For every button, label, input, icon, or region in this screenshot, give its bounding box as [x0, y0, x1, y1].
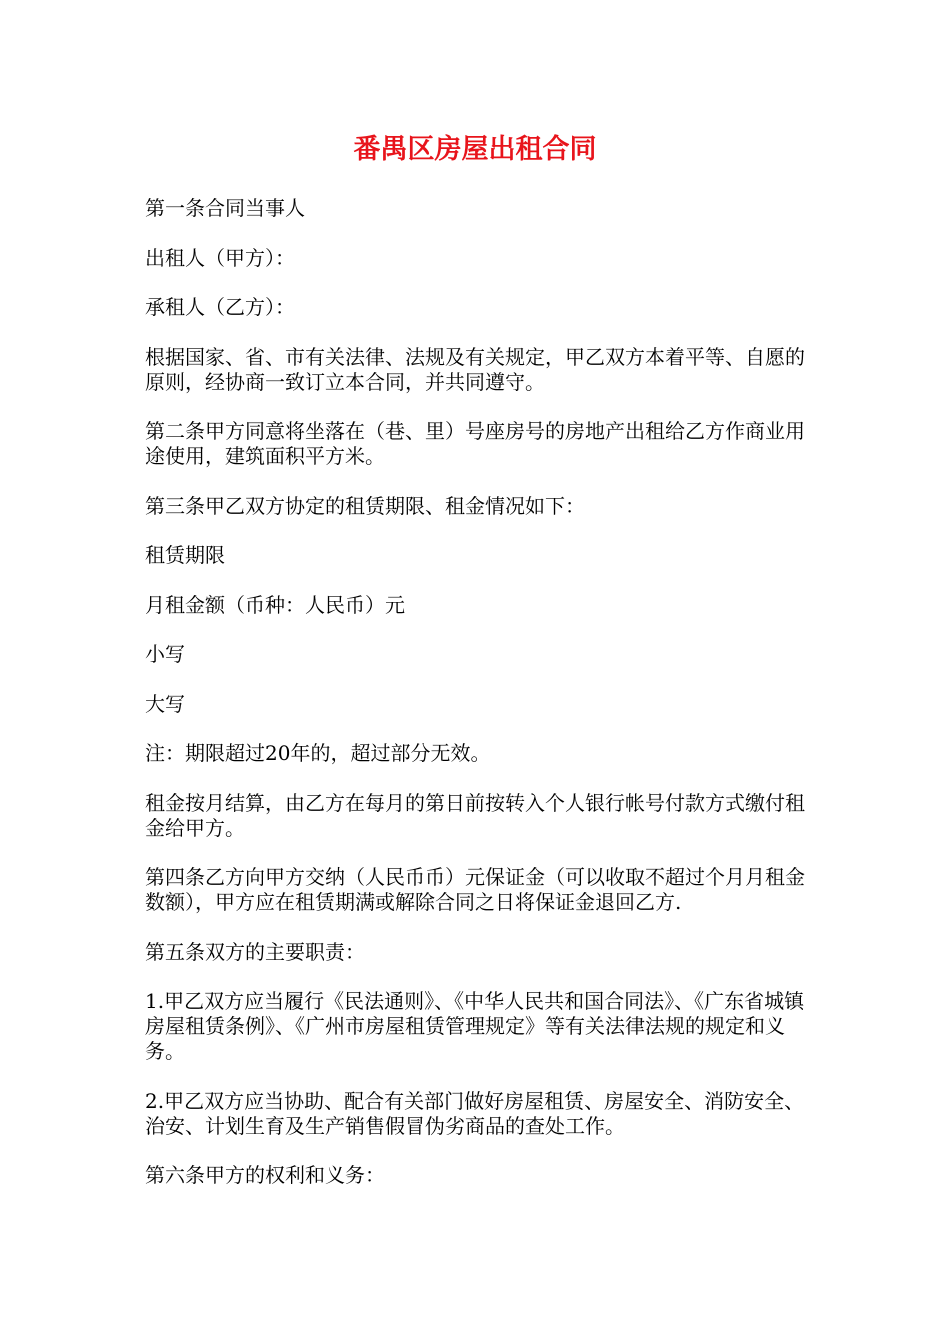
paragraph: 第五条双方的主要职责：	[145, 939, 365, 964]
paragraph: 出租人（甲方）：	[145, 245, 295, 270]
document-body	[145, 196, 810, 1213]
paragraph: 租赁期限	[145, 543, 225, 567]
paragraph: 第二条甲方同意将坐落在（巷、里）号座房号的房地产出租给乙方作商业用途使用，建筑面积平方米。	[145, 419, 805, 468]
paragraph: 承租人（乙方）：	[145, 295, 295, 319]
document-title: 番禺区房屋出租合同	[353, 134, 597, 165]
paragraph: 第六条甲方的权利和义务：	[145, 1163, 385, 1187]
paragraph: 第四条乙方向甲方交纳（人民币币）元保证金（可以收取不超过个月月租金数额），甲方应在租赁期满或解除合同之日将保证金退回乙方.	[145, 865, 805, 914]
paragraph: 租金按月结算，由乙方在每月的第日前按转入个人银行帐号付款方式缴付租金给甲方。	[145, 790, 805, 840]
paragraph: 第三条甲乙双方协定的租赁期限、租金情况如下：	[145, 493, 585, 518]
paragraph: 2.甲乙双方应当协助、配合有关部门做好房屋租赁、房屋安全、消防安全、治安、计划生育及生产销售假冒伪劣商品的查处工作。	[145, 1088, 805, 1138]
paragraph: 注：期限超过20年的，超过部分无效。	[145, 741, 491, 765]
paragraph: 大写	[145, 691, 185, 716]
paragraph: 第一条合同当事人	[145, 196, 305, 220]
paragraph: 小写	[145, 642, 185, 666]
paragraph: 月租金额（币种：人民币）元	[145, 592, 405, 617]
paragraph: 1.甲乙双方应当履行《民法通则》、《中华人民共和国合同法》、《广东省城镇房屋租赁条例》、《广州市房屋租赁管理规定》等有关法律法规的规定和义务。	[145, 989, 805, 1063]
paragraph: 根据国家、省、市有关法律、法规及有关规定，甲乙双方本着平等、自愿的原则，经协商一致订立本合同，并共同遵守。	[145, 344, 805, 394]
